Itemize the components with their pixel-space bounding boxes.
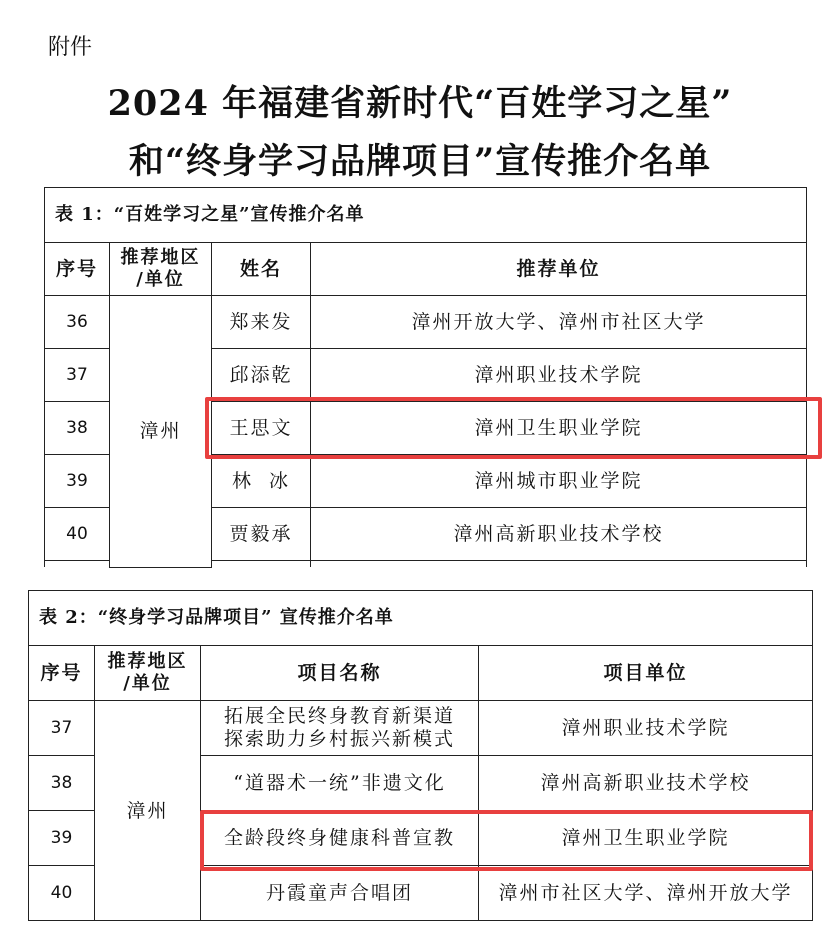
document-title-line2: 和“终身学习品牌项目”宣传推介名单 [128,141,712,182]
row-name: 郑来发 [212,296,311,349]
row-unit: 漳州职业技术学院 [479,701,813,756]
cut-cell [212,561,311,568]
row-name: 林 冰 [212,455,311,508]
row-seq: 38 [45,402,110,455]
row-seq: 36 [45,296,110,349]
cut-cell [45,561,110,568]
attachment-label: 附件 [48,35,93,60]
row-seq: 39 [45,455,110,508]
row-project: 丹霞童声合唱团 [201,866,479,921]
table2-region-cell: 漳州 [95,701,201,921]
table1-header-row [45,243,807,296]
row-project: 全龄段终身健康科普宣教 [201,811,479,866]
table2-caption: 表 2：“终身学习品牌项目” 宣传推介名单 [29,591,813,646]
projects-table [28,590,813,921]
table1-header-region-line1: 推荐地区 [120,247,201,268]
table1-header-name: 姓名 [212,243,311,296]
table2-header-row [29,646,813,701]
table2-header-unit: 项目单位 [479,646,813,701]
row-name: 王思文 [212,402,311,455]
row-seq: 39 [29,811,95,866]
row-project-line1: 拓展全民终身教育新渠道 [223,705,455,727]
table2-header-region-line1: 推荐地区 [107,651,188,672]
row-seq: 40 [45,508,110,561]
table1-header-seq: 序号 [45,243,110,296]
row-unit: 漳州职业技术学院 [311,349,807,402]
table2-header-seq: 序号 [29,646,95,701]
document-title-line1: 2024 年福建省新时代“百姓学习之星” [107,83,733,124]
row-seq: 37 [29,701,95,756]
table1-header-region [110,243,212,296]
row-unit: 漳州开放大学、漳州市社区大学 [311,296,807,349]
row-unit: 漳州市社区大学、漳州开放大学 [479,866,813,921]
table2-header-project: 项目名称 [201,646,479,701]
table-row [45,296,807,349]
row-project [201,701,479,756]
table1-header-region-line2: /单位 [136,269,185,290]
row-unit: 漳州城市职业学院 [311,455,807,508]
row-name: 贾毅承 [212,508,311,561]
cut-cell [311,561,807,568]
row-unit: 漳州卫生职业学院 [311,402,807,455]
table1-header-unit: 推荐单位 [311,243,807,296]
row-seq: 40 [29,866,95,921]
table2-header-region [95,646,201,701]
row-name: 邱添乾 [212,349,311,402]
row-unit: 漳州卫生职业学院 [479,811,813,866]
row-unit: 漳州高新职业技术学校 [479,756,813,811]
row-seq: 37 [45,349,110,402]
row-project-line2: 探索助力乡村振兴新模式 [223,728,455,750]
table-row [29,701,813,756]
row-seq: 38 [29,756,95,811]
row-unit: 漳州高新职业技术学校 [311,508,807,561]
table1-caption: 表 1：“百姓学习之星”宣传推介名单 [45,188,807,243]
table2-header-region-line2: /单位 [123,673,172,694]
table1-region-cell: 漳州 [110,296,212,568]
row-project: “道器术一统”非遗文化 [201,756,479,811]
stars-table [44,187,807,568]
